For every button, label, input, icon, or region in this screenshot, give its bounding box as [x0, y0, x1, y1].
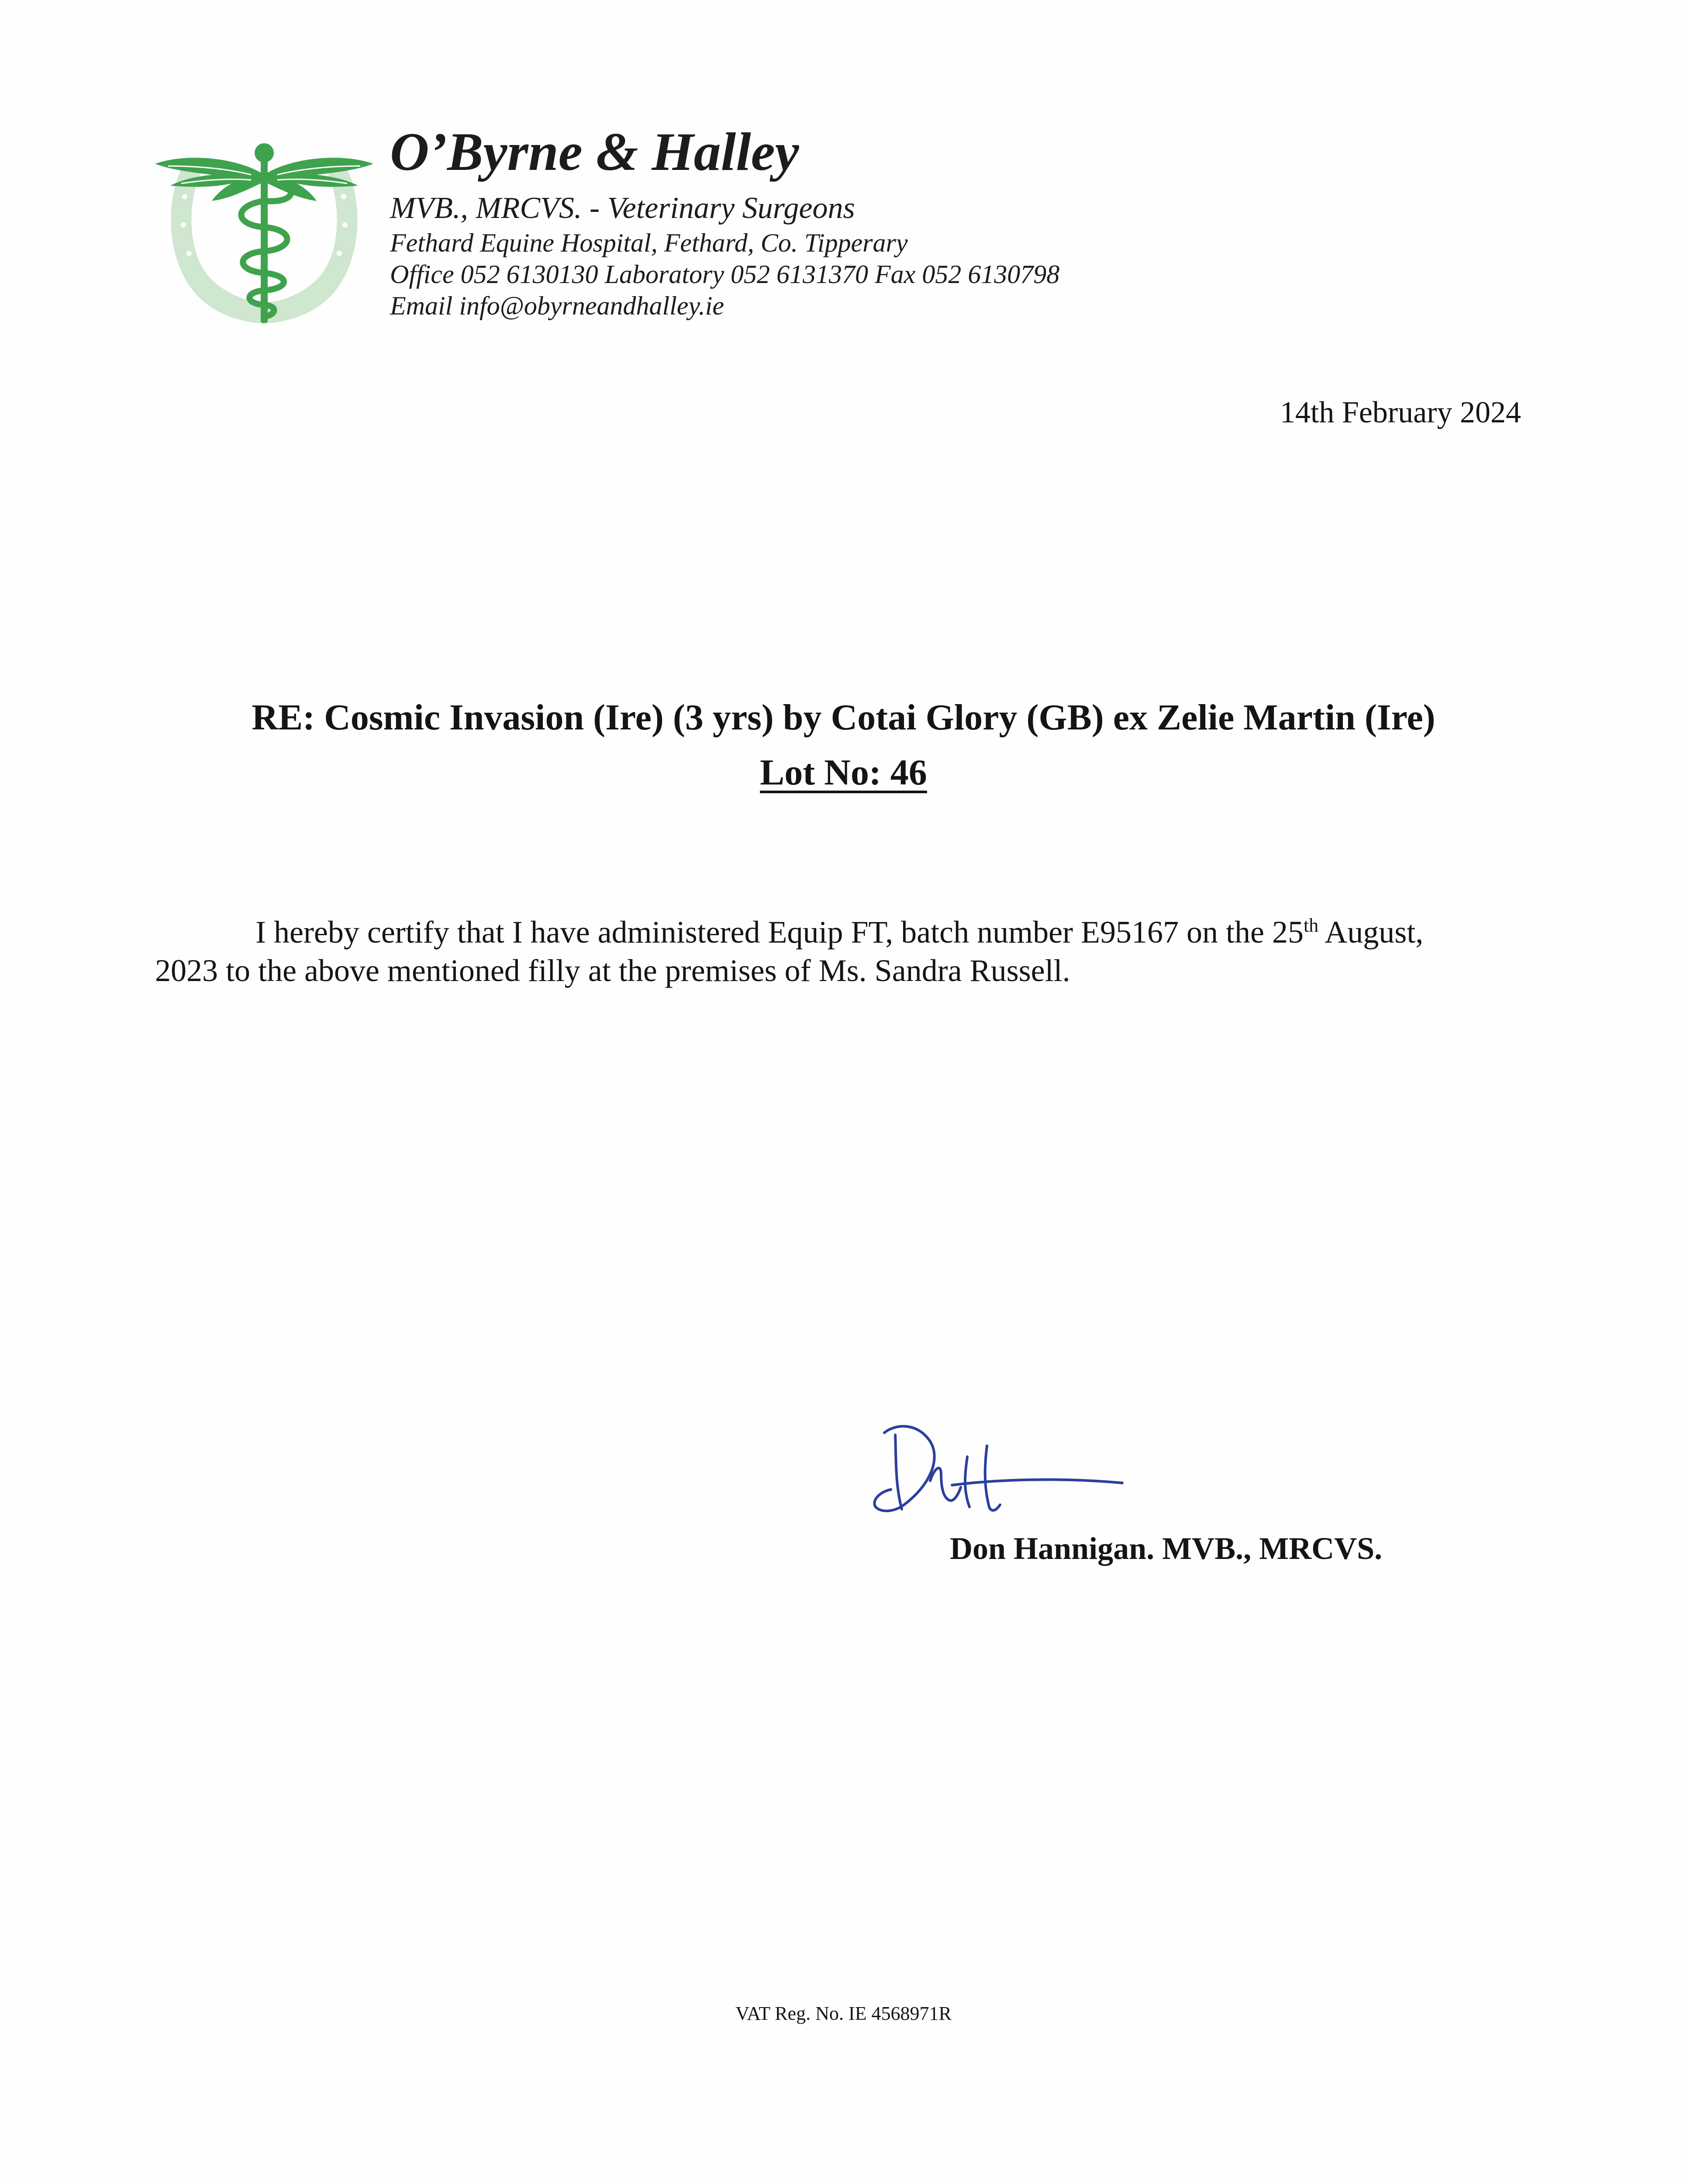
certification-paragraph: [155, 913, 1522, 990]
subject-block: [0, 690, 1687, 800]
firm-phones: Office 052 6130130 Laboratory 052 6131370 Fax 052 6130798: [390, 260, 1060, 289]
vat-number: VAT Reg. No. IE 4568971R: [735, 2003, 952, 2024]
lot-number: Lot No: 46: [760, 752, 927, 793]
firm-qualifications: MVB., MRCVS. - Veterinary Surgeons: [390, 191, 855, 225]
firm-name: O’Byrne & Halley: [390, 122, 799, 182]
paragraph-text-part1: I hereby certify that I have administered Equip FT, batch number E95167 on the 25: [255, 915, 1304, 950]
firm-email: Email info@obyrneandhalley.ie: [390, 291, 724, 320]
paragraph-text-part2: August,: [1318, 915, 1424, 950]
subject-line: RE: Cosmic Invasion (Ire) (3 yrs) by Cotai Glory (GB) ex Zelie Martin (Ire): [252, 697, 1435, 738]
paragraph-line-1: [155, 913, 1522, 951]
caduceus-horseshoe-icon: [146, 131, 373, 332]
signature-image: [865, 1415, 1127, 1529]
firm-address: Fethard Equine Hospital, Fethard, Co. Tipperary: [390, 228, 908, 257]
ordinal-suffix: th: [1303, 915, 1319, 936]
paragraph-line-2: 2023 to the above mentioned filly at the premises of Ms. Sandra Russell.: [155, 953, 1070, 988]
letterhead: [390, 117, 1059, 321]
signatory-name: Don Hannigan. MVB., MRCVS.: [950, 1531, 1383, 1566]
letter-date: 14th February 2024: [1280, 396, 1521, 429]
